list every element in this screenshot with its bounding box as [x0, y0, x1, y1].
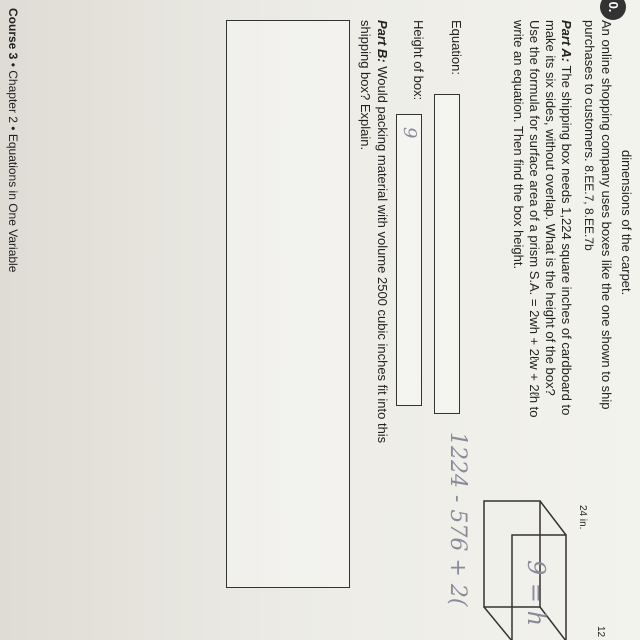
- part-b-answer-box[interactable]: [226, 20, 350, 588]
- problem-intro-2: purchases to customers.: [582, 20, 597, 162]
- footer-bullet-1: •: [6, 62, 20, 67]
- dim-24-label: 24 in.: [577, 505, 588, 530]
- handwritten-result: 9 = h: [522, 560, 550, 627]
- equation-answer-box[interactable]: [434, 94, 460, 414]
- footer-title: Equations in One Variable: [6, 133, 20, 273]
- part-b-label: Part B:: [375, 20, 390, 63]
- height-label: Height of box:: [411, 20, 426, 101]
- part-a-line3: Use the formula for surface area of a prism S.A. = 2wh + 2ℓw + 2ℓh to: [527, 20, 542, 418]
- standards: 8.EE.7, 8.EE.7b: [582, 165, 596, 251]
- part-a-line2: make its six sides, without overlap. What is the height of the box?: [543, 20, 558, 396]
- height-answer-box[interactable]: [396, 114, 422, 406]
- dim-12-label: 12: [595, 626, 606, 638]
- problem-intro: An online shopping company uses boxes like the one shown to ship: [599, 20, 614, 410]
- part-a-line1: The shipping box needs 1,224 square inches of cardboard to: [559, 62, 574, 416]
- footer-course: Course 3: [6, 8, 20, 60]
- footer-chapter: Chapter 2: [6, 70, 20, 123]
- part-a-label: Part A:: [559, 20, 574, 63]
- part-b-line2: shipping box? Explain.: [358, 20, 373, 151]
- equation-label: Equation:: [449, 20, 464, 75]
- handwritten-work: 1224 - 576 + 2(: [445, 432, 470, 607]
- carpet-text: dimensions of the carpet.: [619, 150, 634, 296]
- height-handwritten-answer: 9: [399, 127, 420, 139]
- part-b-line1: Would packing material with volume 2500 cubic inches fit into this: [375, 62, 390, 444]
- problem-number: 0.: [600, 0, 626, 20]
- footer: [6, 8, 20, 272]
- part-a-line4: write an equation. Then find the box height.: [511, 20, 526, 270]
- footer-bullet-2: •: [6, 126, 20, 131]
